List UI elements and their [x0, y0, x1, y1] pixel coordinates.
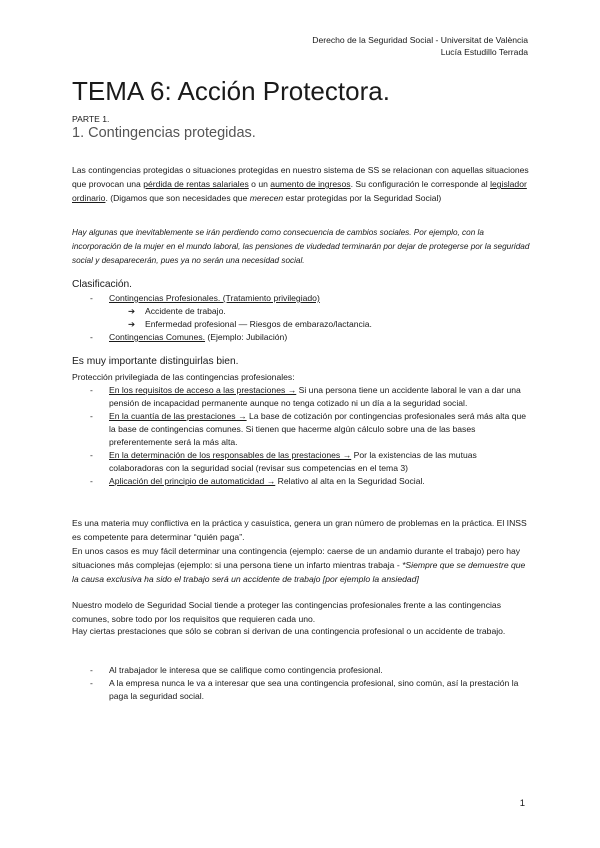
dash-glyph: - [90, 476, 93, 486]
privilege-text: Por la existencias de las mutuas colaboradoras con la seguridad social (revisar sus competencias en el tema 3) [109, 450, 477, 473]
page-header [312, 34, 528, 58]
list-item [90, 677, 530, 703]
sub-item-text: Accidente de trabajo. [145, 306, 226, 316]
list-item [90, 410, 530, 449]
sub-item-text: Enfermedad profesional — Riesgos de embarazo/lactancia. [145, 319, 372, 329]
classification-list [90, 292, 530, 305]
sub-item-disease [128, 318, 372, 331]
intro-text-4: . (Digamos que son necesidades que [105, 193, 250, 203]
interest-company: A la empresa nunca le va a interesar que sea una contingencia profesional, sino común, así la prestación la paga la seguridad social. [109, 678, 519, 701]
intro-italic: merecen [249, 193, 284, 203]
page-title: TEMA 6: Acción Protectora. [72, 76, 390, 106]
dash-glyph: - [90, 332, 93, 342]
benefits-paragraph: Hay ciertas prestaciones que sólo se cobran si derivan de una contingencia profesional o un accidente de trabajo. [72, 626, 506, 636]
arrow-icon: ➔ [128, 319, 136, 329]
list-item [90, 331, 530, 344]
arrow-icon: ➔ [128, 306, 136, 316]
privileges-list [90, 384, 530, 488]
example-paragraph [72, 544, 530, 586]
intro-text-3: . Su configuración le corresponde al [350, 179, 491, 189]
distinguish-intro: Protección privilegiada de las contingencias profesionales: [72, 372, 295, 382]
classification-common: Contingencias Comunes. [109, 332, 206, 342]
dash-glyph: - [90, 450, 93, 460]
intro-underline-1: pérdida de rentas salariales [143, 179, 249, 189]
dash-glyph: - [90, 411, 93, 421]
dash-glyph: - [90, 385, 93, 395]
dash-glyph: - [90, 665, 93, 675]
dash-glyph: - [90, 293, 93, 303]
distinguish-label: Es muy importante distinguirlas bien. [72, 356, 239, 367]
intro-text-2: o un [248, 179, 271, 189]
classification-common-example: (Ejemplo: Jubilación) [205, 332, 288, 342]
interest-worker: Al trabajador le interesa que se califique como contingencia profesional. [109, 665, 383, 675]
list-item [90, 292, 530, 305]
conflict-paragraph: Es una materia muy conflictiva en la práctica y casuística, genera un gran número de problemas en la práctica. El INSS es competente para determinar “quién paga”. [72, 518, 527, 542]
interest-list [90, 664, 530, 703]
privilege-text: Relativo al alta en la Seguridad Social. [275, 476, 425, 486]
header-course: Derecho de la Seguridad Social - Universitat de València [312, 35, 528, 45]
sub-item-accident [128, 305, 226, 318]
page-number: 1 [519, 798, 525, 809]
example-text: En unos casos es muy fácil determinar una contingencia (ejemplo: caerse de un andamio durante el trabajo) pero hay situaciones más complejas (ejemplo: si una persona tiene un infarto mientras trabaja - [72, 546, 521, 570]
privilege-heading: Aplicación del principio de automaticidad → [109, 476, 276, 486]
dash-glyph: - [90, 678, 93, 688]
privilege-heading: En la determinación de los responsables de las prestaciones → [109, 450, 352, 460]
intro-underline-2: aumento de ingresos [270, 179, 351, 189]
privilege-heading: En la cuantía de las prestaciones → [109, 411, 247, 421]
list-item [90, 475, 530, 488]
classification-list-common [90, 331, 530, 344]
privilege-text: Si una persona tiene un accidente laboral le van a dar una pensión de incapacidad permanente aunque no tenga cotizado ni un día a la seguridad social. [109, 385, 521, 408]
list-item [90, 384, 530, 410]
intro-underline-3: legislador ordinario [72, 179, 527, 203]
privilege-text: La base de cotización por contingencias profesionales será más alta que la base de contingencias comunes. Si tienen que hacerme algún cálculo sobre una de las bases preferentemente será la más alta. [109, 411, 527, 447]
intro-paragraph [72, 163, 530, 205]
section-heading: 1. Contingencias protegidas. [72, 125, 256, 141]
list-item [90, 664, 530, 677]
classification-label: Clasificación. [72, 279, 133, 290]
classification-professional: Contingencias Profesionales. (Tratamiento privilegiado) [109, 293, 320, 303]
model-paragraph: Nuestro modelo de Seguridad Social tiende a proteger las contingencias profesionales frente a las contingencias comunes, sobre todo por los requisitos que requieren cada uno. [72, 600, 501, 624]
header-author: Lucía Estudillo Terrada [440, 47, 528, 57]
part-label: PARTE 1. [72, 114, 110, 124]
note-paragraph: Hay algunas que inevitablemente se irán perdiendo como consecuencia de cambios sociales. Por ejemplo, con la incorporación de la mujer en el mundo laboral, las pensiones de viudedad terminarán por dejar de protegerse por la seguridad social y desaparecerán, pues ya no serán una necesidad social. [72, 228, 530, 265]
privilege-heading: En los requisitos de acceso a las prestaciones → [109, 385, 297, 395]
intro-text-5: estar protegidas por la Seguridad Social) [283, 193, 442, 203]
intro-text-1: Las contingencias protegidas o situaciones protegidas en nuestro sistema de SS se relacionan con aquellas situaciones que provocan una [72, 165, 529, 189]
example-italic: *Siempre que se demuestre que la causa exclusiva ha sido el trabajo será un accidente de trabajo [por ejemplo la ansiedad] [72, 560, 526, 584]
list-item [90, 449, 530, 475]
